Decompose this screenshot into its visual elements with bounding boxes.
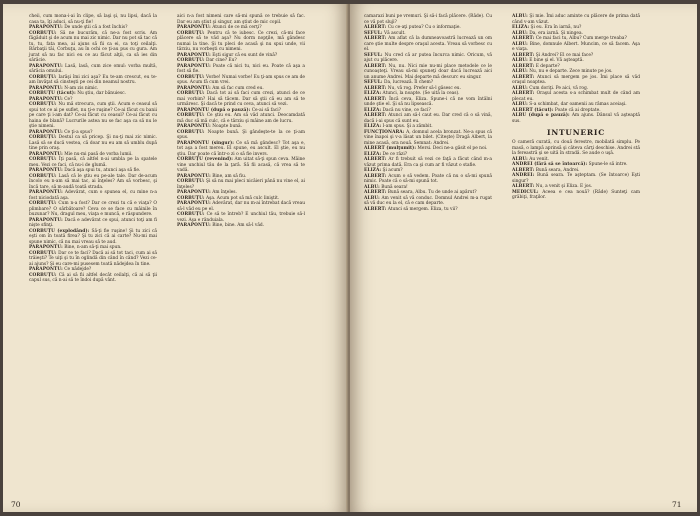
dialogue-text: Adevărat, cum o spunea el, cu mine n-a fost niciodată aşa. (29, 190, 157, 201)
dialogue-text: Lasă, lasă, cum zice omul: vorba multă, sărăcia omului. (29, 63, 157, 74)
speaker-name: ALBERT: (364, 173, 387, 179)
dialogue-line (364, 174, 492, 185)
dialogue-line (29, 157, 157, 168)
speaker-name: CORBUȚU: (177, 212, 205, 217)
dialogue-line (177, 113, 305, 124)
speaker-name: PARAPONTU: (177, 124, 211, 129)
dialogue-text: De ce râzi? (382, 151, 408, 157)
left-page (3, 4, 348, 512)
speaker-name: PARAPONTU: (177, 173, 211, 179)
speaker-name: CORBUȚU: (177, 195, 205, 201)
dialogue-line (29, 201, 157, 218)
speaker-name: CORBUȚU: (177, 30, 205, 36)
dialogue-text: Poate că nici tu, nici eu. Poate că aşa a fost să fie. (177, 63, 305, 74)
dialogue-line (364, 97, 492, 108)
dialogue-text: Aceea e cea nouă? (Râde) Sunteţi cam grăbiţi, fraţilor. (512, 189, 640, 200)
speaker-name: CORBUȚU: (177, 91, 205, 96)
dialogue-text: Şi Andrei? El ce mai face? (535, 52, 594, 58)
speaker-name: SEFUL: (364, 80, 383, 85)
speaker-name: ALBU: (512, 156, 528, 162)
speaker-name: ALBU: (364, 184, 380, 190)
left-page-column-1 (29, 14, 157, 284)
dialogue-text: O cameră curată, cu două ferestre, mobilată simplu. Pe masă, o lampă aprinsă şi câteva cărţi deschise. Andrei stă la fereastră şi se uită în stradă. Se aude o uşă. (512, 140, 640, 156)
speaker-name: ALBERT: (364, 85, 387, 91)
dialogue-text: Bună seara! (381, 184, 408, 190)
dialogue-text: Bine, bine. Am să-l văd. (212, 223, 265, 228)
dialogue-text: Bună seara. Te aşteptam. (Se întoarce) Eşti singur? (512, 173, 640, 184)
speaker-name: CORBUȚU: (29, 30, 57, 36)
speaker-name: CORBUȚU: (29, 173, 57, 179)
dialogue-text: Vorbe! Numai vorbe! Eu ţi-am spus ce am de spus. Acum fă cum vrei. (177, 74, 306, 85)
dialogue-text: Nu ştiu, dar bănuiesc. (77, 91, 126, 96)
dialogue-text: Am să fac cum cred eu. (212, 85, 264, 91)
speaker-name: ALBERT: (364, 157, 387, 162)
dialogue-line (29, 251, 157, 268)
dialogue-text: Ce ştiu eu. Am să văd atunci. Deocamdată mă duc să mă culc, că e târziu şi mâine am de lucru. (177, 113, 305, 124)
dialogue-line (177, 141, 305, 158)
speaker-name: PARAPONTU: (29, 245, 63, 250)
dialogue-text: Ce să te întreb? E unchiul tău, trebuie să-l vezi. Aşa e rânduiala. (177, 212, 305, 223)
speaker-name: CORBUȚU: (29, 102, 57, 107)
speaker-name: PARAPONTU: (29, 85, 63, 91)
dialogue-text: Că ai să fii altfel decât ceilalţi, că ai să ţii capul sus, că n-ai să te îndoi după vânt. (29, 272, 157, 283)
dialogue-line (29, 273, 157, 284)
right-page-column-1 (364, 14, 492, 212)
dialogue-text: Ce-ai să faci? (251, 107, 281, 113)
dialogue-line (177, 157, 305, 174)
dialogue-text: Ce ţi-a spus? (64, 129, 93, 135)
dialogue-text: A, domnul acela bronzat. Ne-a spus că vine înapoi şi v-a lăsat un bilet. (Citeşte) Dragă Albert, la mine acasă, ora nouă. Semnat: Andrei. (364, 129, 492, 146)
dialogue-text: Îţi pasă, că altfel n-ai umbla pe la spatele meu. Vezi ce faci, că nu-i de glumă. (29, 157, 157, 168)
speaker-name: PARAPONTU: (29, 267, 63, 272)
speaker-name: ELIZA: (364, 107, 382, 113)
speaker-name: ALBU: (512, 69, 528, 74)
dialogue-text: Am aflat că la dumneavoastră lucrează un om care ştie multe despre oraşul acesta. Vreau să vorbesc cu el. (364, 36, 492, 52)
speaker-name: PARAPONTU: (29, 96, 63, 102)
speaker-name: SEFUL: (364, 52, 383, 58)
speaker-name: ALBU: (512, 58, 528, 63)
dialogue-line (29, 31, 157, 64)
speaker-name: ALBU: (512, 41, 528, 47)
dialogue-text: Cum n-a fost? Dar ce crezi tu că e viaţa? O plimbare? O sărbătoare? Ceva ce se face cu mâinile în buzunar? Nu, dragul meu, viaţa e muncă, e răspundere. (29, 201, 157, 217)
dialogue-text: Am venit să vă conduc. Domnul Andrei m-a rugat să vă duc eu la el, că e cam departe. (364, 195, 492, 206)
speaker-name: ELIZA: (364, 151, 382, 157)
dialogue-text: Au venit. (529, 156, 549, 162)
dialogue-line (29, 229, 157, 246)
dialogue-text: Ce mai faci tu, Albu? Cum merge treaba? (535, 36, 627, 41)
speaker-name: CORBUȚU: (177, 74, 205, 80)
speaker-name: PARAPONTU: (177, 52, 211, 58)
dialogue-text: Spune-le să intre. (588, 162, 628, 167)
dialogue-text: Noapte bună. Şi gândeşte-te la ce ţi-am spus. (177, 129, 305, 140)
dialogue-text: Ce? (64, 96, 73, 102)
speaker-name: ALBERT: (364, 206, 387, 212)
speaker-name: ALBU: (512, 14, 528, 19)
dialogue-line (364, 196, 492, 207)
speaker-name: CORBUȚU: (29, 201, 57, 206)
dialogue-line (29, 190, 157, 201)
dialogue-line (29, 75, 157, 86)
dialogue-text: Eşti sigur că eu sunt de vină? (212, 52, 278, 58)
speaker-name: ALBU: (512, 102, 528, 107)
dialogue-text: Cu ce-aţi putea? Cu o informaţie. (387, 25, 461, 30)
dialogue-line (512, 42, 640, 53)
speaker-name: PARAPONTU (după o pauză): (177, 107, 251, 113)
speaker-name: ALBERT: (512, 74, 535, 80)
speaker-name: ALBERT (mulţumit): (364, 146, 417, 151)
speaker-name: FUNCŢIONARA: (364, 129, 405, 135)
dialogue-line (364, 14, 492, 25)
dialogue-line (364, 53, 492, 64)
dialogue-text: De unde ştii că a fost închis? (64, 25, 128, 30)
dialogue-text: Vă ascult. (383, 30, 406, 36)
dialogue-line (29, 64, 157, 75)
dialogue-text: Să ne bucurăm, că ne-a fost scris. Am făgăduit şi de acum nu mai zic nimic. Dar nu pot să tac că tu, tu, fata mea, ai ajuns să fii ca ei, ca toţi ceilalţi. Bărbaţii tăi, Corbuţu, au în ochi ce ţi-au pus cu gura. Am jurat să nu fac nici eu ce au făcut alţii, ca să ies din sărăcie. (29, 30, 157, 63)
dialogue-line (177, 91, 305, 108)
speaker-name: ALBU: (364, 195, 380, 201)
speaker-name: ELIZA: (364, 124, 382, 129)
dialogue-text: Dar cine? Eu? (205, 58, 237, 63)
dialogue-text: Nu, vă rog. Prefer să-l găsesc eu. (387, 85, 461, 91)
dialogue-line (177, 64, 305, 75)
scene-heading: INTUNERIC (547, 128, 605, 137)
dialogue-text: Şi eu. Era în iarnă, nu? (530, 25, 582, 30)
dialogue-text: Cum doriţi. Pe aici, vă rog. (529, 85, 589, 91)
dialogue-text: Şi mie. Îmi aduc aminte cu plăcere de prima dată când v-am văzut. (512, 14, 640, 25)
speaker-name: PARAPONTU: (177, 63, 211, 69)
dialogue-line (512, 173, 640, 184)
speaker-name: ALBERT: (512, 63, 535, 69)
dialogue-text: Bună seara, Albu. Tu de unde ai apărut? (387, 190, 477, 195)
speaker-name: PARAPONTU: (29, 168, 63, 173)
speaker-name: ALBU: (512, 85, 528, 91)
speaker-name: MEDICUL: (512, 189, 539, 195)
speaker-name: PARAPONTU: (29, 217, 63, 223)
dialogue-text: Dacă aşa spui tu, atunci aşa să fie. (64, 168, 141, 173)
dialogue-text: N-am zis nimic. (64, 85, 99, 91)
dialogue-line (177, 75, 305, 86)
dialogue-text: Ce nădejde? (64, 267, 92, 272)
speaker-name: PARAPONTU: (29, 190, 63, 195)
dialogue-text: Dar ce te faci? Dacă ai să tot taci, cum ai să trăieşti? Te uiţi şi tu în oglindă din când în când? Vezi ce-ai ajuns? Şi eu care-mi pusesem toată nădejdea în tine. (29, 250, 157, 267)
speaker-name: ELIZA: (512, 25, 530, 30)
dialogue-line (177, 130, 305, 141)
speaker-name: ALBERT: (512, 52, 535, 58)
speaker-name: PARAPONTU: (29, 129, 63, 135)
speaker-name: ALBERT: (512, 167, 535, 173)
speaker-name: PARAPONTU: (177, 190, 211, 195)
dialogue-text: Bine, domnule Albert. Muncim, ce să facem. Aşa e viaţa. (512, 41, 640, 52)
dialogue-line (512, 190, 640, 201)
dialogue-text: Ce să mă gândesc? Tot aşa e, tot aşa a fost mereu. El spune, eu ascult. El ştie, eu nu ştiu. Dar poate că într-o zi o să fie invers. (177, 140, 305, 157)
speaker-name: ELIZA: (364, 168, 382, 173)
dialogue-text: Atunci, la noapte. (Se uită la ceas). (382, 91, 460, 96)
speaker-name: CORBUȚU (revenind): (177, 157, 233, 162)
dialogue-text: aici n-a fost nimeni care să-mi spună ce trebuie să fac. Dar eu am ştiut şi singur, am ştiut de mic copil. (177, 14, 305, 25)
dialogue-line (364, 130, 492, 147)
dialogue-text: Atunci de ce mă cerţi? (212, 25, 262, 30)
dialogue-text: Mersi. Deci ne-a găsit el pe noi. (417, 146, 488, 151)
dialogue-line (364, 113, 492, 124)
speaker-name: ALBERT: (512, 36, 535, 41)
dialogue-text: S-a schimbat, dar oamenii au rămas aceiaşi. (529, 102, 627, 107)
dialogue-text: Oraşul acesta s-a schimbat mult de când am plecat eu. (512, 91, 640, 102)
dialogue-line (29, 218, 157, 229)
dialogue-line (29, 174, 157, 191)
dialogue-line (177, 223, 305, 229)
dialogue-line (364, 36, 492, 53)
dialogue-text: cheii, cum mona-i-ai în clipe, să laşi şi, nu lipsi, dacă la casa ta, îţi aduci, să nu-ţi fie! (29, 14, 157, 25)
dialogue-line (177, 201, 305, 212)
speaker-name: ALBERT: (364, 96, 387, 102)
speaker-name: ALBU (după o pauză): (512, 113, 570, 118)
dialogue-text: Am ajuns. Dânsul vă aşteaptă sus. (512, 113, 641, 124)
dialogue-text: Atunci am să-l caut eu. Dar cred că o să vină, dacă i-ai spus că sunt eu. (364, 113, 492, 124)
right-page (350, 4, 697, 512)
right-page-column-2 (512, 14, 640, 201)
speaker-name: CORBUȚU: (29, 272, 57, 278)
dialogue-line (512, 91, 640, 102)
dialogue-text: Nu mă strecura, cum ştii. Acum e ceasul să spui tot ce ai pe suflet, nu ţi-e ruşine? Ce-ai făcut cu banii pe care ţi i-am dat? Ce-ai făcut cu ceasul? Ce-ai făcut cu haina de blană? Lucrurile astea nu se fac aşa ca să nu le ştie nimeni. (29, 102, 157, 129)
speaker-name: CORBUȚU: (29, 135, 57, 140)
dialogue-text: Să-ţi fie ruşine! Şi tu zici că eşti om în toată firea? Şi tu zici că ai carte? Nu-mi mai spune nimic, că nu mai vreau să te aud. (29, 228, 157, 245)
dialogue-text: Bună seara, Andrei. (535, 167, 580, 173)
speaker-name: ALBERT: (512, 91, 535, 96)
dialogue-text: E bine şi el. Vă aşteaptă. (529, 58, 584, 63)
speaker-name: CORBUȚU: (177, 113, 205, 118)
speaker-name: SEFUL: (364, 30, 383, 36)
speaker-name: ANDREI: (512, 173, 535, 178)
dialogue-text: Şi să nu mai pleci nicăieri până nu vine el, ai înţeles? (177, 179, 305, 190)
dialogue-line (512, 113, 640, 124)
dialogue-line (364, 207, 492, 213)
speaker-name: PARAPONTU (singur): (177, 140, 234, 146)
speaker-name: CORBUȚU: (29, 74, 57, 80)
speaker-name: ALBERT (tăcut): (512, 107, 554, 113)
dialogue-line (364, 157, 492, 168)
dialogue-line (177, 179, 305, 190)
speaker-name: CORBUȚU (tăcut): (29, 91, 76, 96)
dialogue-text: Dacă e adevărat ce spui, atunci toţi am fi nişte sfinţi. (29, 217, 157, 228)
speaker-name: ALBERT: (364, 113, 387, 118)
speaker-name: ANDREI (fără să se întoarcă): (512, 162, 588, 167)
dialogue-text: Da, era iarnă. Şi ningea. (529, 30, 583, 36)
dialogue-text: Atunci să mergem. Eliza, tu vii? (387, 206, 458, 212)
left-page-column-2 (177, 14, 305, 229)
speaker-name: CORBUȚU (explodând): (29, 228, 90, 234)
speaker-name: PARAPONTU: (177, 25, 211, 30)
dialogue-line (177, 31, 305, 53)
speaker-name: CORBUȚU: (29, 157, 57, 162)
speaker-name: PARAPONTU: (177, 223, 211, 228)
speaker-name: PARAPONTU: (177, 201, 211, 206)
speaker-name: ALBERT: (364, 63, 387, 69)
speaker-name: CORBUȚU: (177, 179, 205, 184)
dialogue-text: Poate că ai dreptate. (554, 107, 601, 113)
dialogue-text: Iarăşi îmi zici aşa? Eu te-am crescut, eu te-am învăţat să cinsteşti pe cei din neamul nostru. (29, 74, 157, 85)
dialogue-text: Acum o să vedem. Poate că nu o să-mi spună nimic. Poate că o să-mi spună tot. (364, 173, 492, 184)
dialogue-text: Mie nu-mi pasă de vorba lumii. (64, 151, 133, 157)
dialogue-text: Bine, am să fiu. (212, 173, 247, 179)
dialogue-text: camarazi buni pe vremuri. Şi să-i facă plăcere. (Râde). Cu ce vă pot sluji? (364, 14, 492, 25)
speaker-name: PARAPONTU: (29, 63, 63, 69)
dialogue-text: Bine, n-am să-ţi mai spun. (64, 245, 122, 250)
speaker-name: ALBU: (512, 30, 528, 36)
dialogue-text: Pentru că te iubesc. Ce crezi, că-mi face plăcere să te văd aşa? Nu dorm nopţile, mă gândesc numai la tine. Şi tu pleci de acasă şi nu spui unde, vii târziu, nu vorbeşti cu nimeni. (177, 30, 306, 52)
dialogue-text: Nu, nu. Nici mie nu-mi place metodele ce le cunoaşteţi. Vreau să-mi spuneţi doar dacă lucrează aici un anume Andrei. Mai departe mă descurc eu singur. (364, 63, 492, 80)
dialogue-line (512, 140, 640, 157)
dialogue-text: Am uitat să-ţi spun ceva. Mâine vine unchiul tău de la ţară. Să fii acasă, că vrea să te vadă. (177, 157, 305, 173)
dialogue-text: Noapte bună. (212, 124, 243, 129)
speaker-name: PARAPONTU: (177, 85, 211, 91)
dialogue-line (512, 75, 640, 86)
dialogue-text: Şi acum? (382, 168, 403, 173)
right-page-number: 71 (672, 500, 682, 509)
left-page-number: 70 (11, 500, 21, 509)
speaker-name: ALBERT: (364, 25, 387, 30)
dialogue-line (177, 212, 305, 223)
speaker-name: ALBERT: (512, 184, 535, 189)
dialogue-text: Lasă că le ştiu eu pe-ale tale. Dar de-acum încolo eu n-am să mai tac, ai înţeles? Am să vorbesc, şi încă tare, să m-audă toată strada. (29, 173, 157, 190)
dialogue-line (512, 14, 640, 25)
dialogue-text: Nu, nu e departe. Zece minute pe jos. (529, 69, 613, 74)
dialogue-text: E departe? (535, 63, 560, 69)
dialogue-text: Dacă tot ai să faci cum crezi, atunci de ce mai vorbim? Hai să tăcem. Dar să ştii că eu am să te urmăresc. Şi dacă te prind cu ceva, atunci să vezi. (177, 91, 305, 107)
speaker-name: PARAPONTU: (29, 151, 63, 157)
dialogue-text: Am înţeles. (212, 190, 237, 195)
dialogue-line (29, 14, 157, 25)
speaker-name: ALBERT: (364, 36, 387, 41)
dialogue-text: I-am spus. Şi a zâmbit. (382, 124, 433, 129)
dialogue-text: Adevărat, dar nu m-ai întrebat dacă vreau să-l văd eu pe el. (177, 201, 305, 212)
dialogue-line (29, 102, 157, 130)
dialogue-text: Atunci să mergem pe jos. Îmi place să văd oraşul noaptea. (512, 74, 640, 85)
dialogue-text: Nu cred că ar putea încurca nimic. Oricum, vă ajut cu plăcere. (364, 52, 492, 63)
dialogue-text: Destul ca să pricep. Şi nu-ţi mai zic nimic. Lasă să se ducă vestea, că doar nu eu am să umblu după tine prin oraş. (29, 135, 157, 151)
dialogue-line (29, 135, 157, 152)
dialogue-line (177, 14, 305, 25)
dialogue-text: Încă ceva, Eliza. Spune-i că ne vom întâlni unde ştie el. Şi să nu lipsească. (364, 96, 492, 107)
dialogue-text: Dacă nu vine, ce faci? (382, 107, 431, 113)
speaker-name: CORBUȚU: (177, 129, 205, 135)
speaker-name: CORBUȚU: (177, 58, 205, 63)
dialogue-text: Ar fi trebuit să vezi ce faţă a făcut când m-a văzut prima dată. Era ca şi cum ar fi văzut o stafie. (364, 157, 492, 168)
dialogue-line (364, 64, 492, 81)
speaker-name: CORBUȚU: (29, 250, 57, 256)
dialogue-text: Da, lucrează. Îl chem? (383, 80, 434, 85)
dialogue-text: Nu, a venit şi Eliza. E jos. (535, 184, 593, 189)
dialogue-text: Aşa. Acum pot să mă culc liniştit. (205, 195, 280, 201)
speaker-name: ALBERT: (364, 190, 387, 195)
speaker-name: PARAPONTU: (29, 25, 63, 30)
speaker-name: ELIZA: (364, 91, 382, 96)
